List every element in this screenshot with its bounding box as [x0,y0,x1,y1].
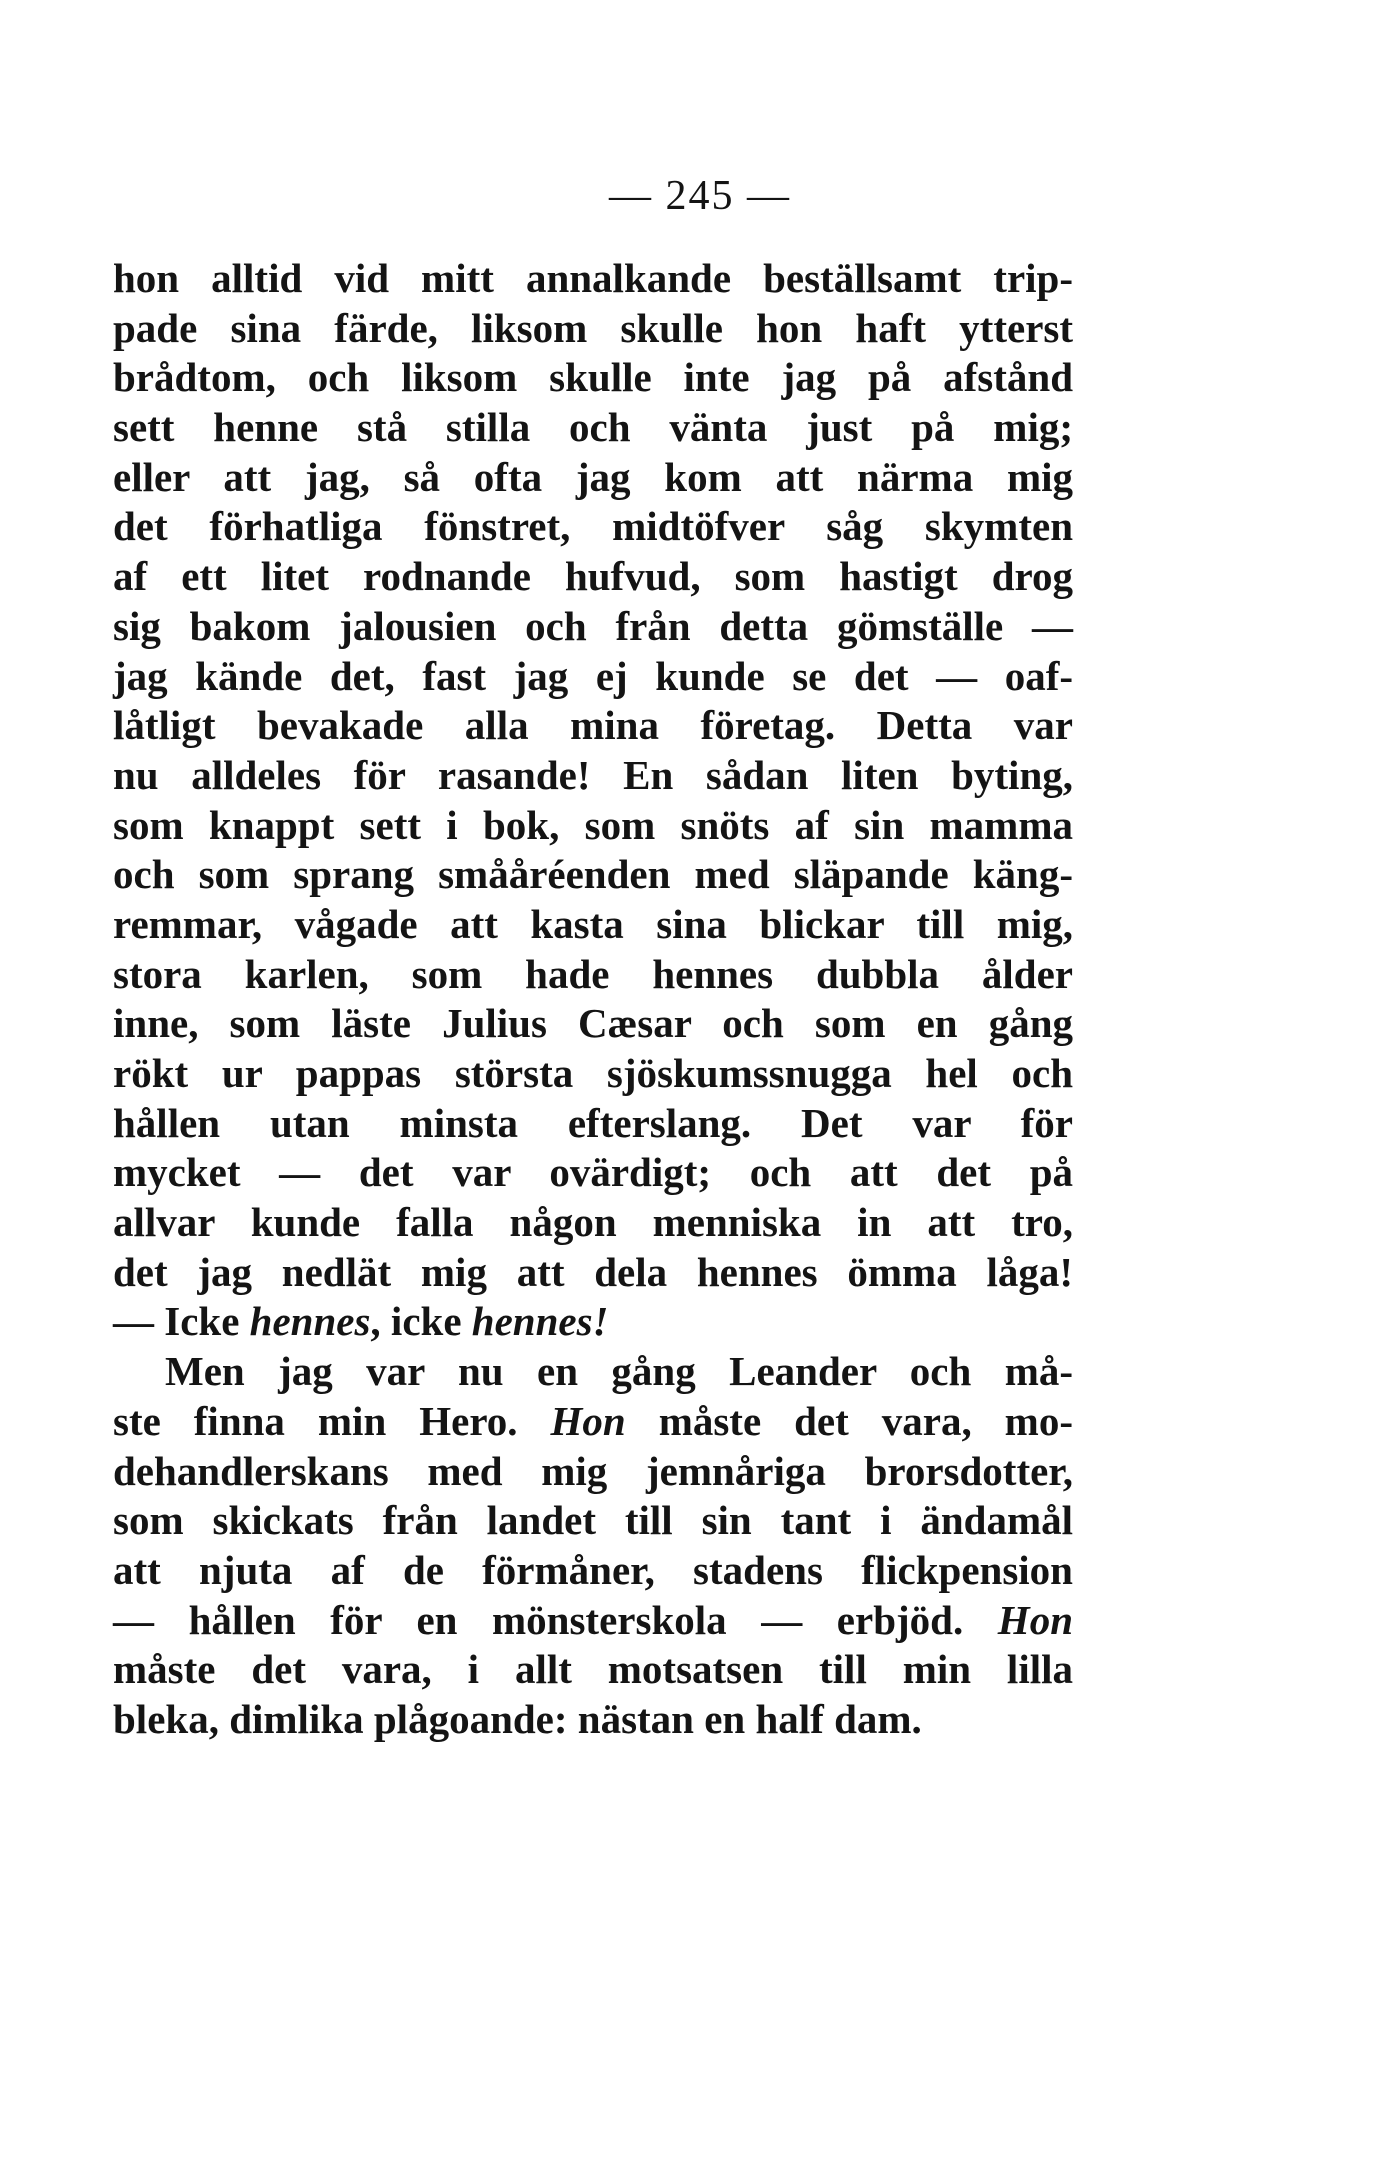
text-line [113,1099,1073,1149]
text-segment: mycket — det var ovärdigt; och att det på [113,1149,1073,1196]
text-segment: remmar, vågade att kasta sina blickar till mig, [113,900,1073,947]
italic-text: hennes! [471,1298,609,1345]
text-segment: måste det vara, i allt motsatsen till min lilla [113,1646,1073,1693]
italic-text: Hon [997,1596,1073,1643]
text-segment: stora karlen, som hade hennes dubbla ålder [113,950,1073,997]
italic-text: hennes [249,1298,371,1345]
text-line [113,1397,1073,1447]
text-line [113,1297,1073,1347]
text-line [113,1248,1073,1298]
text-segment: och som sprang smååréenden med släpande käng- [113,851,1073,898]
text-line [113,1546,1073,1596]
text-segment: det jag nedlät mig att dela hennes ömma låga! [113,1248,1073,1295]
text-line [113,1596,1073,1646]
text-segment: hon alltid vid mitt annalkande beställsamt trip- [113,255,1073,301]
text-line [113,1496,1073,1546]
text-line [113,254,1073,304]
text-line [113,900,1073,950]
text-line [113,602,1073,652]
text-segment: nu alldeles för rasande! En sådan liten byting, [113,751,1073,798]
text-segment: rökt ur pappas största sjöskumssnugga hel och [113,1050,1073,1096]
text-segment: hållen utan minsta efterslang. Det var för [113,1099,1073,1146]
text-segment: att njuta af de förmåner, stadens flickpension [113,1546,1073,1593]
text-line [113,950,1073,1000]
text-line [113,801,1073,851]
text-segment: som knappt sett i bok, som snöts af sin mamma [113,801,1073,848]
text-line [113,1347,1073,1397]
text-line [113,999,1073,1049]
text-segment: bleka, dimlika plågoande: nästan en half dam. [113,1695,922,1742]
text-segment: Men jag var nu en gång Leander och må- [165,1348,1073,1395]
text-segment: dehandlerskans med mig jemnåriga brorsdotter, [113,1447,1073,1494]
text-segment: det förhatliga fönstret, midtöfver såg skymten [113,503,1073,550]
text-segment: pade sina färde, liksom skulle hon haft ytterst [113,304,1073,351]
text-line [113,502,1073,552]
text-segment: allvar kunde falla någon menniska in att tro, [113,1199,1073,1246]
text-line [113,1198,1073,1248]
text-segment: af ett litet rodnande hufvud, som hastigt drog [113,553,1073,600]
text-segment: sett henne stå stilla och vänta just på mig; [113,404,1073,451]
text-line [113,1695,1073,1745]
italic-text: Hon [550,1397,626,1444]
text-line [113,850,1073,900]
text-segment: låtligt bevakade alla mina företag. Detta var [113,702,1073,749]
text-segment: — hållen för en mönsterskola — erbjöd. [113,1596,998,1643]
text-segment: måste det vara, mo- [625,1397,1073,1444]
page-number: — 245 — [609,173,791,219]
text-segment: jag kände det, fast jag ej kunde se det — oaf- [113,652,1073,699]
text-segment: , icke [370,1298,472,1345]
text-line [113,1148,1073,1198]
text-line [113,403,1073,453]
text-line [113,353,1073,403]
text-segment: ste finna min Hero. [113,1397,551,1444]
text-line [113,453,1073,503]
text-line [113,552,1073,602]
text-segment: — Icke [113,1298,250,1345]
text-line [113,1049,1073,1099]
body-text [113,254,1073,1745]
text-line [113,1645,1073,1695]
text-line [113,652,1073,702]
text-line [113,1447,1073,1497]
text-segment: inne, som läste Julius Cæsar och som en gång [113,1000,1073,1047]
text-segment: brådtom, och liksom skulle inte jag på afstånd [113,354,1073,401]
text-line [113,304,1073,354]
text-line [113,751,1073,801]
text-segment: sig bakom jalousien och från detta gömställe — [113,602,1073,649]
text-line [113,701,1073,751]
text-segment: som skickats från landet till sin tant i ändamål [113,1497,1073,1544]
text-segment: eller att jag, så ofta jag kom att närma mig [113,453,1073,500]
